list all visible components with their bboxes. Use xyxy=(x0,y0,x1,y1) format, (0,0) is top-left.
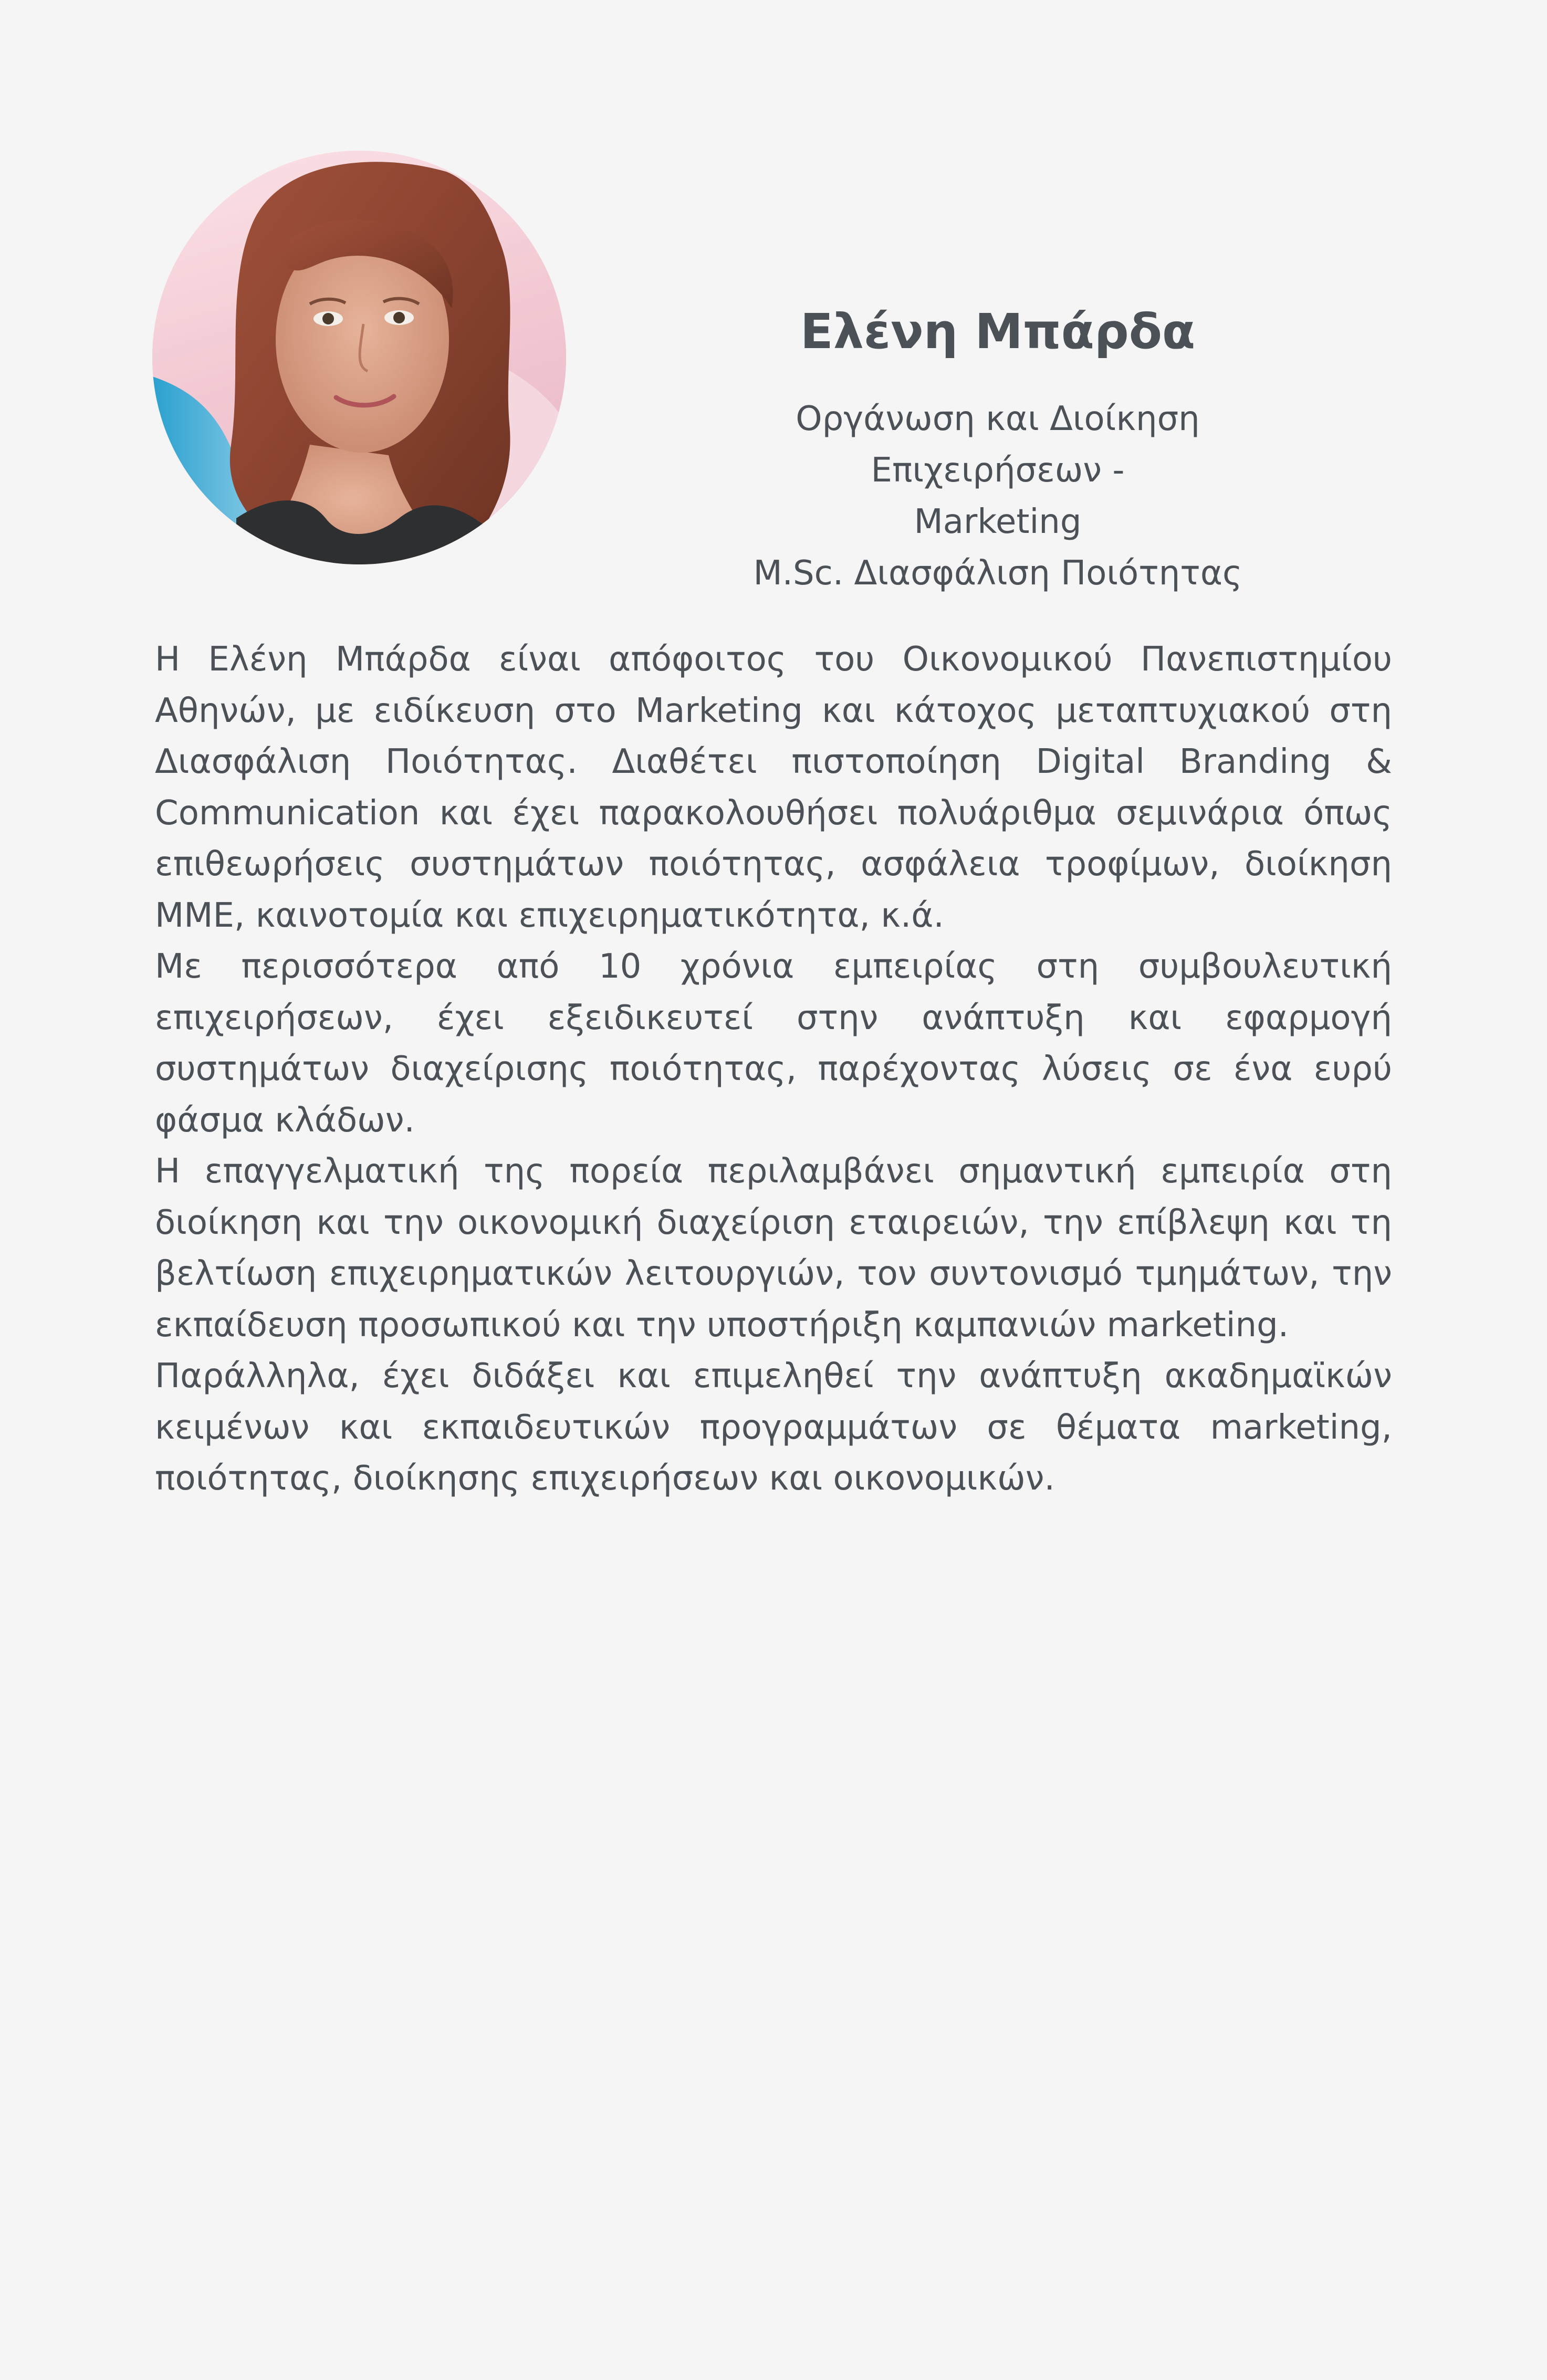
avatar xyxy=(152,151,566,564)
bio-section xyxy=(155,634,1392,1505)
portrait-photo xyxy=(152,151,566,564)
bio-paragraph: Με περισσότερα από 10 χρόνια εμπειρίας στη συμβουλευτική επιχειρήσεων, έχει εξειδικευτεί στην ανάπτυξη και εφαρμογή συστημάτων διαχείρισης ποιότητας, παρέχοντας λύσεις σε ένα ευρύ φάσμα κλάδων. xyxy=(155,947,1392,1140)
credential-line: M.Sc. Διασφάλιση Ποιότητας xyxy=(753,554,1242,593)
credential-line: Οργάνωση και Διοίκηση Επιχειρήσεων - xyxy=(796,400,1200,490)
profile-name: Ελένη Μπάρδα xyxy=(800,303,1196,360)
credential-line: Marketing xyxy=(914,502,1082,541)
bio-paragraph: Η Ελένη Μπάρδα είναι απόφοιτος του Οικονομικού Πανεπιστημίου Αθηνών, με ειδίκευση στο Marketing και κάτοχος μεταπτυχιακού στη Διασφάλιση Ποιότητας. Διαθέτει πιστοποίηση Digital Branding & Communication και έχει παρακολουθήσει πολυάριθμα σεμινάρια όπως επιθεωρήσεις συστημάτων ποιότητας, ασφάλεια τροφίμων, διοίκηση ΜΜΕ, καινοτομία και επιχειρηματικότητα, κ.ά. xyxy=(155,640,1392,935)
bio-paragraph: Η επαγγελματική της πορεία περιλαμβάνει σημαντική εμπειρία στη διοίκηση και την οικονομική διαχείριση εταιρειών, την επίβλεψη και τη βελτίωση επιχειρηματικών λειτουργιών, τον συντονισμό τμημάτων, την εκπαίδευση προσωπικού και την υποστήριξη καμπανιών marketing. xyxy=(155,1152,1392,1345)
profile-header xyxy=(152,151,1392,593)
profile-credentials xyxy=(688,393,1308,599)
bio-paragraph: Παράλληλα, έχει διδάξει και επιμεληθεί την ανάπτυξη ακαδημαϊκών κειμένων και εκπαιδευτικών προγραμμάτων σε θέματα marketing, ποιότητας, διοίκησης επιχειρήσεων και οικονομικών. xyxy=(155,1357,1392,1498)
profile-identity xyxy=(604,151,1392,593)
